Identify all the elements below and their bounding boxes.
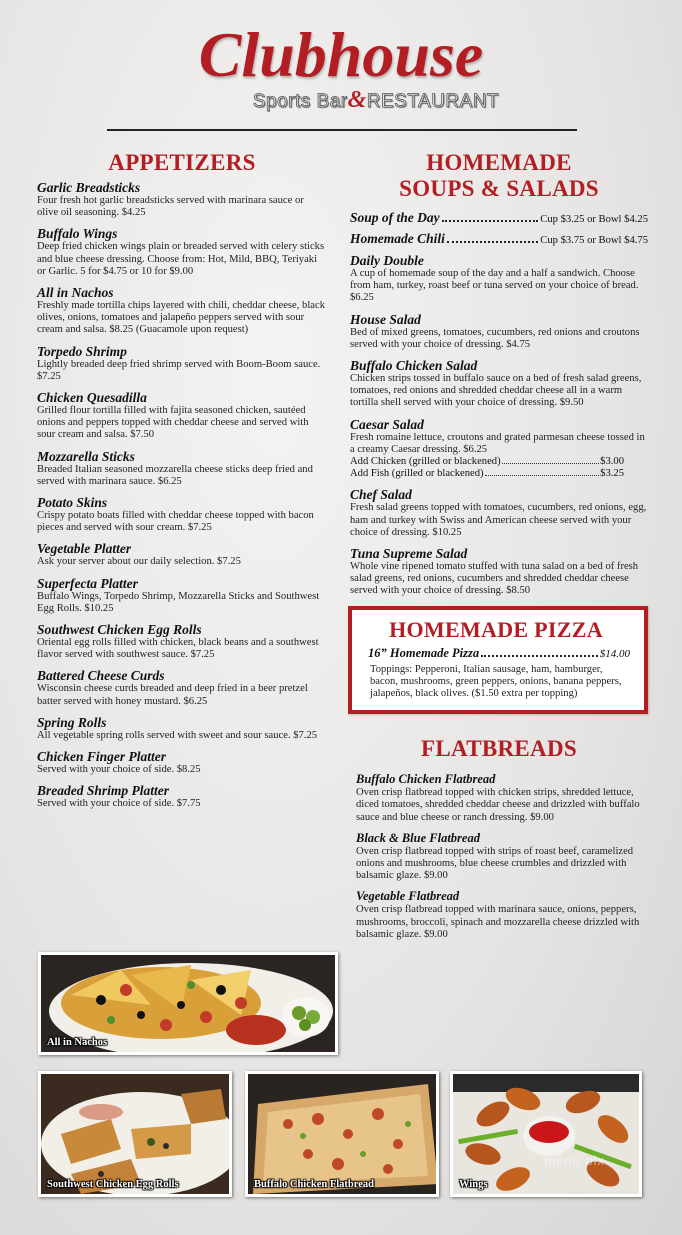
soup-salad-list-2 [350, 487, 648, 597]
menu-item-description: Oriental egg rolls filled with chicken, black beans and a southwest flavor served with southwest sauce. $7.25 [37, 637, 319, 661]
menu-item-description: Grilled flour tortilla filled with fajita seasoned chicken, sautéed onions and peppers topped with cheddar cheese and served with sour cream and salsa. $7.50 [37, 405, 309, 441]
chili-name: Homemade Chili [350, 231, 445, 246]
flatbread-list [350, 772, 648, 941]
photo-nachos [38, 952, 338, 1055]
leader-dots [485, 475, 600, 476]
menu-item-description: Freshly made tortilla chips layered with chili, cheddar cheese, black olives, onions, tomatoes and jalapeño peppers served with sour cream and salsa. $8.25 (Guacamole upon request) [37, 300, 325, 336]
menu-item-name: Daily Double [350, 253, 424, 268]
menu-item [356, 831, 648, 883]
chili-price: Cup $3.75 or Bowl $4.75 [540, 235, 648, 246]
menu-item [37, 390, 327, 442]
menu-item-description: Breaded Italian seasoned mozzarella cheese sticks deep fried and served with marinara sauce. $6.25 [37, 463, 313, 487]
appetizers-section [37, 150, 327, 817]
watermark: menu pix [544, 1153, 605, 1168]
menu-item-description: Lightly breaded deep fried shrimp served with Boom-Boom sauce. $7.25 [37, 358, 321, 382]
caesar-salad [350, 417, 648, 481]
menu-item [350, 487, 648, 539]
menu-item-description: Ask your server about our daily selection. $7.25 [37, 556, 241, 568]
menu-item [350, 358, 648, 410]
menu-item-name: Southwest Chicken Egg Rolls [37, 622, 202, 638]
menu-item-name: All in Nachos [37, 285, 114, 301]
menu-item-name: Chicken Finger Platter [37, 749, 167, 765]
addon-chicken-label: Add Chicken (grilled or blackened) [350, 456, 501, 468]
menu-item-description: Served with your choice of side. $7.75 [37, 798, 201, 810]
menu-item-name: Chicken Quesadilla [37, 390, 147, 406]
menu-item-description: Four fresh hot garlic breadsticks served with marinara sauce or olive oil seasoning. $4.25 [37, 195, 304, 219]
menu-item [37, 449, 327, 488]
menu-item [37, 344, 327, 383]
menu-item-description: A cup of homemade soup of the day and a half a sandwich. Choose from ham, turkey, roast beef or tuna served on your choice of bread. $6.25 [350, 268, 639, 304]
soups-title-line1: HOMEMADE [426, 150, 572, 175]
logo [0, 19, 682, 113]
menu-item-name: Mozzarella Sticks [37, 448, 135, 464]
homemade-chili [350, 231, 648, 246]
menu-item [356, 889, 648, 941]
menu-item-description: Served with your choice of side. $8.25 [37, 764, 201, 776]
menu-item-description: Oven crisp flatbread topped with marinara sauce, onions, peppers, mushrooms, broccoli, spinach and mozzarella cheese drizzled with balsamic glaze. $9.00 [356, 904, 640, 940]
caption-egg-rolls: Southwest Chicken Egg Rolls [47, 1179, 179, 1190]
addon-fish-price: $3.25 [600, 468, 624, 480]
appetizer-list [37, 180, 327, 810]
caesar-addon-fish [350, 468, 624, 480]
menu-item-description: Buffalo Wings, Torpedo Shrimp, Mozzarella Sticks and Southwest Egg Rolls. $10.25 [37, 590, 320, 614]
menu-item-description: Bed of mixed greens, tomatoes, cucumbers, red onions and croutons served with your choice of dressing. $4.75 [350, 326, 640, 350]
menu-item-name: Buffalo Chicken Flatbread [356, 772, 496, 787]
menu-item [37, 622, 327, 661]
pizza-item [362, 646, 630, 661]
menu-item-name: House Salad [350, 311, 421, 327]
menu-item-name: Vegetable Platter [37, 541, 132, 557]
menu-item-description: Chicken strips tossed in buffalo sauce on a bed of fresh salad greens, tomatoes, red onions and shredded cheddar cheese all in a warm tortilla shell served with your choice of dressing. $9.50 [350, 373, 642, 409]
menu-item [350, 253, 648, 305]
menu-item-description: Fresh salad greens topped with tomatoes, cucumbers, red onions, egg, ham and turkey with Swiss and American cheese served with your choice of dressing. $10.25 [350, 502, 647, 538]
menu-item [37, 668, 327, 707]
menu-item-description: Wisconsin cheese curds breaded and deep fried in a beer pretzel batter served with honey mustard. $6.25 [37, 683, 308, 707]
menu-item-name: Buffalo Wings [37, 226, 118, 242]
menu-item-name: Chef Salad [350, 487, 412, 503]
addon-fish-label: Add Fish (grilled or blackened) [350, 468, 484, 480]
photo-wings [450, 1071, 642, 1197]
menu-item-name: Spring Rolls [37, 714, 107, 730]
menu-item [37, 715, 327, 742]
pizza-box [348, 606, 648, 715]
menu-item [37, 541, 327, 568]
menu-item [37, 180, 327, 219]
menu-item [356, 772, 648, 824]
menu-item-name: Buffalo Chicken Salad [350, 358, 478, 374]
menu-item [37, 226, 327, 278]
menu-item-name: Battered Cheese Curds [37, 668, 165, 684]
tagline-restaurant: RESTAURANT [366, 91, 500, 112]
soup-of-the-day [350, 210, 648, 225]
menu-item-name: Tuna Supreme Salad [350, 546, 468, 562]
caption-nachos: All in Nachos [47, 1037, 108, 1048]
leader-dots [481, 655, 598, 657]
menu-item-name: Torpedo Shrimp [37, 343, 127, 359]
caption-wings: Wings [459, 1179, 488, 1190]
caption-flatbread: Buffalo Chicken Flatbread [254, 1179, 374, 1190]
soup-of-day-price: Cup $3.25 or Bowl $4.25 [540, 214, 648, 225]
menu-item-name: Black & Blue Flatbread [356, 830, 480, 845]
menu-item [350, 546, 648, 598]
photo-flatbread [245, 1071, 439, 1197]
soup-salad-list [350, 253, 648, 410]
menu-item [37, 576, 327, 615]
pizza-price: $14.00 [599, 647, 630, 660]
caesar-desc: Fresh romaine lettuce, croutons and grated parmesan cheese tossed in a creamy Caesar dressing. $6.25 [350, 431, 645, 455]
leader-dots [447, 241, 538, 243]
addon-chicken-price: $3.00 [600, 456, 624, 468]
menu-item-description: Oven crisp flatbread topped with strips of roast beef, caramelized onions and mushrooms, blue cheese crumbles and drizzled with balsamic glaze. $9.00 [356, 845, 634, 882]
restaurant-name: Clubhouse [198, 19, 484, 90]
leader-dots [442, 220, 539, 222]
menu-item-name: Superfecta Platter [37, 575, 138, 591]
pizza-title: HOMEMADE PIZZA [389, 616, 603, 642]
menu-item-description: Whole vine ripened tomato stuffed with tuna salad on a bed of fresh salad greens, red onions, cucumbers and shredded cheddar cheese served with your choice of dressing. $8.50 [350, 561, 639, 597]
tagline-sports-bar: Sports Bar [252, 91, 348, 112]
header-divider [107, 129, 577, 131]
caesar-name: Caesar Salad [350, 416, 424, 432]
tagline-ampersand: & [347, 87, 367, 113]
menu-item-description: Oven crisp flatbread topped with chicken strips, shredded lettuce, diced tomatoes, shredded cheddar cheese and drizzled with buffalo sauce and blue cheese or ranch dressing. $9.00 [356, 787, 640, 823]
right-column [350, 150, 648, 948]
menu-item-name: Garlic Breadsticks [37, 180, 141, 195]
menu-item [350, 312, 648, 351]
menu-item [37, 285, 327, 337]
menu-item-name: Potato Skins [37, 495, 108, 511]
menu-item-name: Breaded Shrimp Platter [37, 783, 170, 799]
soups-title-line2: SOUPS & SALADS [399, 176, 599, 201]
menu-item-name: Vegetable Flatbread [356, 889, 460, 904]
leader-dots [502, 463, 600, 464]
flatbreads-title: FLATBREADS [421, 736, 577, 762]
menu-item [37, 495, 327, 534]
restaurant-tagline [0, 87, 682, 113]
pizza-toppings: Toppings: Pepperoni, Italian sausage, ham, hamburger, bacon, mushrooms, green peppers, onions, banana peppers, jalapeños, black olives. ($1.50 extra per topping) [370, 663, 622, 700]
menu-item [37, 749, 327, 776]
menu-item-description: All vegetable spring rolls served with sweet and sour sauce. $7.25 [37, 729, 318, 741]
appetizers-title: APPETIZERS [108, 150, 256, 175]
photo-egg-rolls [38, 1071, 232, 1197]
menu-item [37, 783, 327, 810]
menu-item-description: Deep fried chicken wings plain or breaded served with celery sticks and blue cheese dressing. Choose from: Hot, Mild, BBQ, Teriyaki or Garlic. 5 for $4.75 or 10 for $9.00 [37, 241, 325, 277]
menu-item-description: Crispy potato boats filled with cheddar cheese topped with bacon pieces and served with sour cream. $7.25 [37, 510, 314, 534]
caesar-addon-chicken [350, 456, 624, 468]
pizza-name: 16” Homemade Pizza [368, 645, 480, 660]
soup-of-day-name: Soup of the Day [350, 210, 440, 225]
